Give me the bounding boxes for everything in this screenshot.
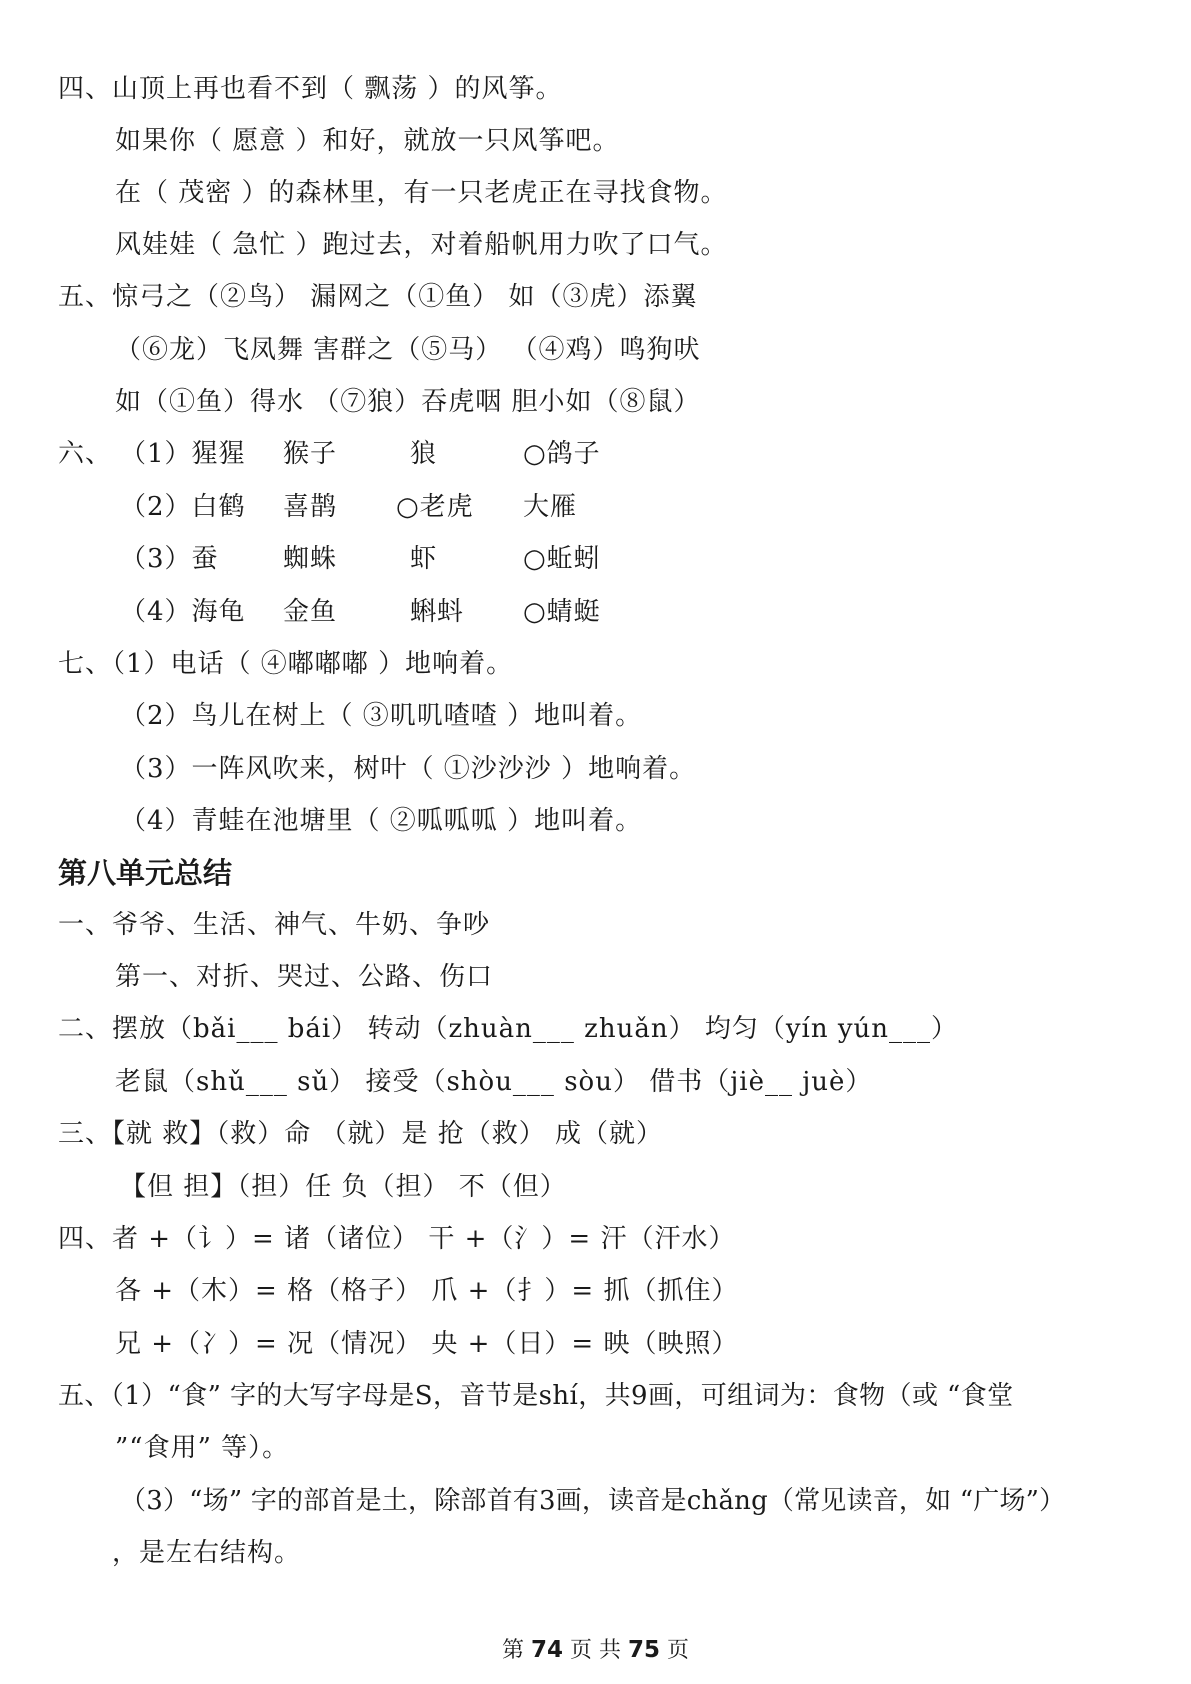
s6-r1-c2: 猴子 (283, 439, 338, 469)
s6-r1-c1: （1）猩猩 (120, 439, 246, 469)
s4-line-3: 在（ 茂密 ）的森林里，有一只老虎正在寻找食物。 (115, 178, 728, 208)
s6-r3-c4: ○蚯蚓 (523, 544, 601, 574)
footer-pre: 第 (501, 1638, 524, 1663)
s6-r3-c1: （3）蚕 (120, 544, 219, 574)
u8-s1-line-2: 第一、对折、哭过、公路、伤口 (115, 962, 494, 992)
unit-heading: 第八单元总结 (58, 856, 233, 890)
s5-line-3: 如（①鱼）得水 （⑦狼）吞虎咽 胆小如（⑧鼠） (115, 387, 701, 417)
s6-r1-c3: 狼 (410, 439, 438, 469)
s6-r2-c1: （2）白鹤 (120, 492, 246, 522)
s6-r1-c4: ○鸽子 (523, 439, 601, 469)
u8-s3-line-2: 【但 担】（担）任 负（担） 不（但） (120, 1172, 567, 1202)
u8-s5-line-3: （3）“场” 字的部首是土，除部首有3画，读音是chǎng（常见读音，如 “广场”） (120, 1486, 1066, 1516)
u8-s1-line-1: 一、爷爷、生活、神气、牛奶、争吵 (58, 910, 491, 940)
footer-page-number: 74 (530, 1637, 563, 1663)
s4-line-1: 四、山顶上再也看不到（ 飘荡 ）的风筝。 (58, 74, 563, 104)
s6-r4-c1: （4）海龟 (120, 597, 246, 627)
s6-r3-c2: 蜘蛛 (283, 544, 338, 574)
s6-label: 六、 (58, 439, 113, 469)
footer-mid: 页 共 (570, 1638, 621, 1663)
s7-line-1: 七、（1）电话（ ④嘟嘟嘟 ）地响着。 (58, 649, 514, 679)
s7-line-2: （2）鸟儿在树上（ ③叽叽喳喳 ）地叫着。 (120, 701, 643, 731)
s5-line-1: 五、惊弓之（②鸟） 漏网之（①鱼） 如（③虎）添翼 (58, 282, 698, 312)
s4-line-4: 风娃娃（ 急忙 ）跑过去，对着船帆用力吹了口气。 (115, 230, 728, 260)
page-footer (0, 1636, 1191, 1665)
s6-r4-c3: 蝌蚪 (410, 597, 465, 627)
u8-s5-line-2: ”“食用” 等）。 (115, 1433, 290, 1463)
u8-s2-line-1: 二、摆放（bǎi___ bái） 转动（zhuàn___ zhuǎn） 均匀（yín yún___） (58, 1014, 959, 1044)
s6-r2-c4: 大雁 (523, 492, 578, 522)
footer-total-pages: 75 (628, 1637, 661, 1663)
s6-r4-c2: 金鱼 (283, 597, 338, 627)
u8-s4-line-2: 各 +（木）= 格（格子） 爪 +（扌）= 抓（抓住） (115, 1276, 739, 1306)
s5-line-2: （⑥龙）飞凤舞 害群之（⑤马） （④鸡）鸣狗吠 (115, 335, 701, 365)
u8-s5-line-1: 五、（1）“食” 字的大写字母是S，音节是shí，共9画，可组词为：食物（或 “食堂 (58, 1381, 1014, 1411)
s7-line-3: （3）一阵风吹来，树叶（ ①沙沙沙 ）地响着。 (120, 754, 697, 784)
s6-r3-c3: 虾 (410, 544, 438, 574)
s7-line-4: （4）青蛙在池塘里（ ②呱呱呱 ）地叫着。 (120, 806, 643, 836)
u8-s3-line-1: 三、【就 救】（救）命 （就）是 抢（救） 成（就） (58, 1119, 664, 1149)
u8-s4-line-1: 四、者 +（讠）= 诸（诸位） 干 +（氵）= 汗（汗水） (58, 1224, 736, 1254)
s4-line-2: 如果你（ 愿意 ）和好，就放一只风筝吧。 (115, 126, 620, 156)
s6-r2-c3: ○老虎 (396, 492, 474, 522)
u8-s4-line-3: 兄 +（冫）= 况（情况） 央 +（日）= 映（映照） (115, 1329, 739, 1359)
u8-s2-line-2: 老鼠（shǔ___ sǔ） 接受（shòu___ sòu） 借书（jiè__ juè） (115, 1067, 873, 1097)
s6-r4-c4: ○蜻蜓 (523, 597, 601, 627)
u8-s5-line-4: ，是左右结构。 (112, 1538, 302, 1568)
footer-post: 页 (667, 1638, 690, 1663)
s6-r2-c2: 喜鹊 (283, 492, 338, 522)
